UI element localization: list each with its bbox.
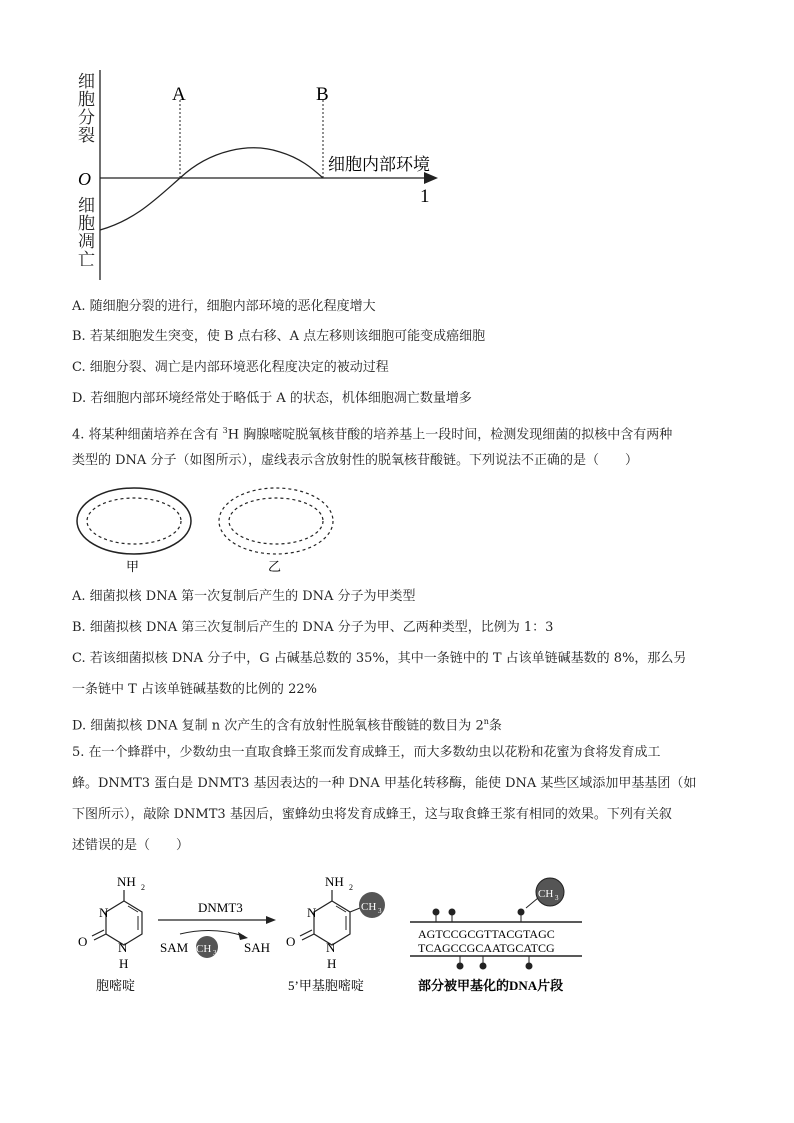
ch3-sam: CH: [196, 943, 212, 955]
ring-yi-inner: [229, 498, 323, 544]
q4-option-d-post: 条: [488, 718, 502, 734]
cytosine-nh2: NH: [117, 874, 136, 889]
q4-option-c-line2: 一条链中 T 占该单链碱基数的比例的 22%: [72, 682, 317, 697]
y-label-bottom: 细胞凋亡: [75, 196, 94, 268]
q4-stem-post: H 胸腺嘧啶脱氧核苷酸的培养基上一段时间，检测发现细菌的拟核中含有两种: [227, 427, 673, 443]
q5-stem-line4: 述错误的是（ ）: [72, 838, 190, 853]
q4-option-a: A. 细菌拟核 DNA 第一次复制后产生的 DNA 分子为甲类型: [72, 589, 416, 604]
x-axis-mark: 1: [420, 186, 430, 207]
q4-option-d: [72, 712, 732, 736]
methyl-n3: N: [307, 905, 317, 920]
q3-option-a: A. 随细胞分裂的进行，细胞内部环境的恶化程度增大: [72, 299, 376, 314]
ch3-sam-sub: 3: [213, 949, 217, 957]
q4-stem-pre: 4. 将某种细菌培养在含有: [72, 427, 223, 443]
ring-yi-label: 乙: [268, 559, 282, 574]
sam-label: SAM: [160, 940, 189, 955]
dna-top-strand: AGTCCGCGTTACGTAGC: [418, 927, 555, 941]
cytosine-n1: N: [118, 940, 128, 955]
label-a: A: [172, 84, 186, 105]
x-axis-label: 细胞内部环境: [328, 155, 430, 174]
cytosine-structure: [78, 874, 145, 971]
ch3-dna-sub: 3: [555, 894, 559, 902]
cytosine-o: O: [78, 934, 88, 949]
label-b: B: [316, 84, 329, 105]
ch3-methyl-sub: 3: [378, 907, 382, 915]
cytosine-nh2-sub: 2: [141, 883, 145, 892]
figure-dna-rings: [76, 485, 346, 575]
q3-option-d: D. 若细胞内部环境经常处于略低于 A 的状态，机体细胞凋亡数量增多: [72, 391, 472, 406]
figure-cell-curve: [60, 70, 460, 290]
sah-label: SAH: [244, 940, 271, 955]
methyl-nh2-sub: 2: [349, 883, 353, 892]
q5-stem-line3: 下图所示），敲除 DNMT3 基因后，蜜蜂幼虫将发育成蜂王，这与取食蜂王浆有相同的效果。下列有关叙: [72, 807, 672, 822]
y-label-top: 细胞分裂: [75, 72, 94, 144]
methyl-n1: N: [326, 940, 336, 955]
q4-stem-sup: 3: [222, 426, 228, 435]
q3-option-b: B. 若某细胞发生突变，使 B 点右移、A 点左移则该细胞可能变成癌细胞: [72, 329, 486, 344]
methylcytosine-structure: [286, 874, 385, 971]
caption-cytosine: 胞嘧啶: [96, 978, 136, 993]
ch3-methyl: CH: [361, 901, 377, 913]
dna-bottom-strand: TCAGCCGCAATGCATCG: [418, 941, 555, 955]
q4-option-d-pre: D. 细菌拟核 DNA 复制 n 次产生的含有放射性脱氧核苷酸链的数目为 2: [72, 718, 484, 734]
q4-stem-line2: 类型的 DNA 分子（如图所示），虚线表示含放射性的脱氧核苷酸链。下列说法不正确的是（ ）: [72, 453, 638, 468]
enzyme-label: DNMT3: [198, 900, 243, 915]
dna-fragment: [410, 878, 582, 970]
origin-label: O: [78, 169, 91, 189]
q3-option-c: C. 细胞分裂、凋亡是内部环境恶化程度决定的被动过程: [72, 360, 389, 375]
ring-jia-inner: [87, 498, 181, 544]
cytosine-h: H: [119, 956, 129, 971]
caption-methylcytosine: 5’甲基胞嘧啶: [288, 978, 364, 993]
methyl-nh2: NH: [325, 874, 344, 889]
curve: [100, 148, 323, 230]
q4-option-b: B. 细菌拟核 DNA 第三次复制后产生的 DNA 分子为甲、乙两种类型，比例为 1：3: [72, 620, 554, 635]
q5-stem-line1: 5. 在一个蜂群中，少数幼虫一直取食蜂王浆而发育成蜂王，而大多数幼虫以花粉和花蜜为食将发育成工: [72, 745, 661, 760]
figure-methylation: [72, 868, 592, 1003]
methyl-o: O: [286, 934, 296, 949]
q5-stem-line2: 蜂。DNMT3 蛋白是 DNMT3 基因表达的一种 DNA 甲基化转移酶，能使 DNA 某些区域添加甲基基团（如: [72, 776, 697, 791]
ring-jia-label: 甲: [126, 559, 140, 574]
ch3-dna: CH: [538, 888, 554, 900]
methyl-h: H: [327, 956, 337, 971]
caption-dna: 部分被甲基化的DNA片段: [418, 978, 564, 993]
q4-option-c-line1: C. 若该细菌拟核 DNA 分子中，G 占碱基总数的 35%，其中一条链中的 T 占该单链碱基数的 8%，那么另: [72, 651, 687, 666]
cytosine-n3: N: [99, 905, 109, 920]
q4-stem-line1: [72, 421, 732, 445]
q4-option-d-sup: n: [483, 717, 489, 726]
